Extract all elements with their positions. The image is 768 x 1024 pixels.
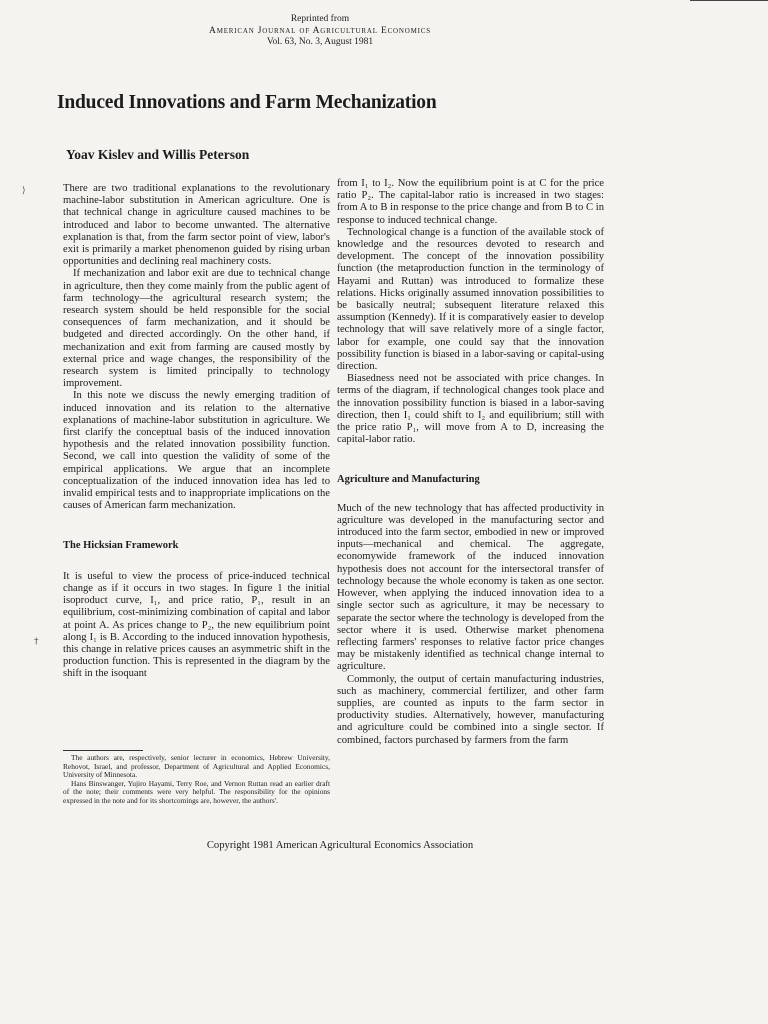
footnote-paragraph: Hans Binswanger, Yujiro Hayami, Terry Roe, and Vernon Ruttan read an earlier draft of the note; their comments were very helpful. The responsibility for the opinions expressed in the note and for its shortcomings are, however, the authors'. (63, 778, 330, 805)
footnote-divider (63, 750, 143, 751)
reprinted-from-label: Reprinted from (290, 14, 350, 24)
section-heading-hicksian: The Hicksian Framework (63, 540, 179, 552)
right-column (337, 178, 604, 747)
footnote (63, 754, 330, 806)
margin-mark: ⟩ (22, 186, 26, 196)
scan-edge-line (690, 0, 768, 1)
copyright-notice: Copyright 1981 American Agricultural Economics Association (206, 840, 474, 851)
paragraph: Technological change is a function of the available stock of knowledge and the resources devoted to research and development. The concept of the innovation possibility function (the metaproduction function in the terminology of Hayami and Ruttan) was introduced to formalize these relations. Hicks originally assumed innovation possibilities to be basically neutral; subsequent literature relaxed this assumption (Kennedy). If it is comparatively easier to develop technology that will save relatively more of a single factor, labor for example, one could say that the innovation possibility function is biased in a labor-saving or capital-using direction. (337, 226, 604, 373)
paragraph: In this note we discuss the newly emerging tradition of induced innovation and its relation to the alternative explanations of machine-labor substitution in agriculture. We first clarify the conceptual basis of the induced innovation hypothesis and the related innovation possibility function. Second, we call into question the validity of some of the empirical applications. We argue that an incomplete conceptualization of the induced innovation idea has led to invalid empirical tests and to inappropriate implications on the causes of American farm mechanization. (63, 390, 330, 512)
paragraph: Much of the new technology that has affected productivity in agriculture was developed in the manufacturing sector and introduced into the farm sector, embodied in new or improved inputs—mechanical and chemical. The aggregate, economywide framework of the induced innovation hypothesis does not account for the intersectoral transfer of technology because the whole economy is taken as one sector. However, when applying the induced innovation idea to a single sector such as agriculture, it may be necessary to separate the sector where the technology is developed from the sector where it is used. Otherwise market phenomena reflecting farmers' responses to relative factor price changes may be mistakenly identified as technical change internal to agriculture. (337, 502, 604, 673)
reprint-header (0, 14, 640, 49)
paragraph: If mechanization and labor exit are due to technical change in agriculture, then they come mainly from the public agent of farm technology—the agricultural research system; the research system should be held responsible for the social consequences of farm mechanization, and it should be budgeted and directed accordingly. On the other hand, if mechanization and exit from farming are caused mostly by external price and wage changes, the responsibility of the research system is limited principally to technology improvement. (63, 268, 330, 390)
paragraph: Biasedness need not be associated with price changes. In terms of the diagram, if technological changes took place and the innovation possibility function is biased in a labor-saving direction, then I₁ could shift to I₂ and equilibrium; still with the price ratio P₁, will move from A to D, increasing the capital-labor ratio. (337, 373, 604, 446)
journal-name: American Journal of Agricultural Economics (209, 25, 431, 36)
paragraph: Commonly, the output of certain manufacturing industries, such as machinery, commercial fertilizer, and other farm supplies, are counted as inputs to the farm sector in productivity studies. Alternatively, however, manufacturing and agriculture could be combined into a single sector. If combined, factors purchased by farmers from the farm (337, 673, 604, 746)
section-heading-agriculture: Agriculture and Manufacturing (337, 474, 480, 486)
paragraph: from I₁ to I₂. Now the equilibrium point is at C for the price ratio P₂. The capital-labor ratio is increased in two stages: from A to B in response to the price change and from B to C in response to induced technical change. (337, 178, 604, 226)
left-column (63, 183, 330, 681)
paragraph: There are two traditional explanations to the revolutionary machine-labor substitution in American agriculture. One is that technical change in agriculture caused machines to be introduced and labor to become unwanted. The alternative explanation is that, from the farm sector point of view, labor's exit is primarily a market phenomenon guided by rising urban opportunities and declining real machinery costs. (63, 183, 330, 268)
volume-info: Vol. 63, No. 3, August 1981 (266, 37, 374, 47)
margin-mark: † (34, 637, 39, 647)
article-authors: Yoav Kislev and Willis Peterson (66, 147, 250, 162)
article-title: Induced Innovations and Farm Mechanization (57, 92, 437, 113)
footnote-paragraph: The authors are, respectively, senior lecturer in economics, Hebrew University, Rehovot, Israel, and professor, Department of Agricultural and Applied Economics, University of Minnesota. (63, 753, 330, 780)
paragraph: It is useful to view the process of price-induced technical change as if it occurs in two stages. In figure 1 the initial isoproduct curve, I₁, and price ratio, P₁, result in an equilibrium, cost-minimizing combination of capital and labor at point A. As prices change to P₂, the new equilibrium point along I₁ is B. According to the induced innovation hypothesis, this change in relative prices causes an asymmetric shift in the production function. This is represented in the diagram by the shift in the isoquant (63, 570, 330, 680)
